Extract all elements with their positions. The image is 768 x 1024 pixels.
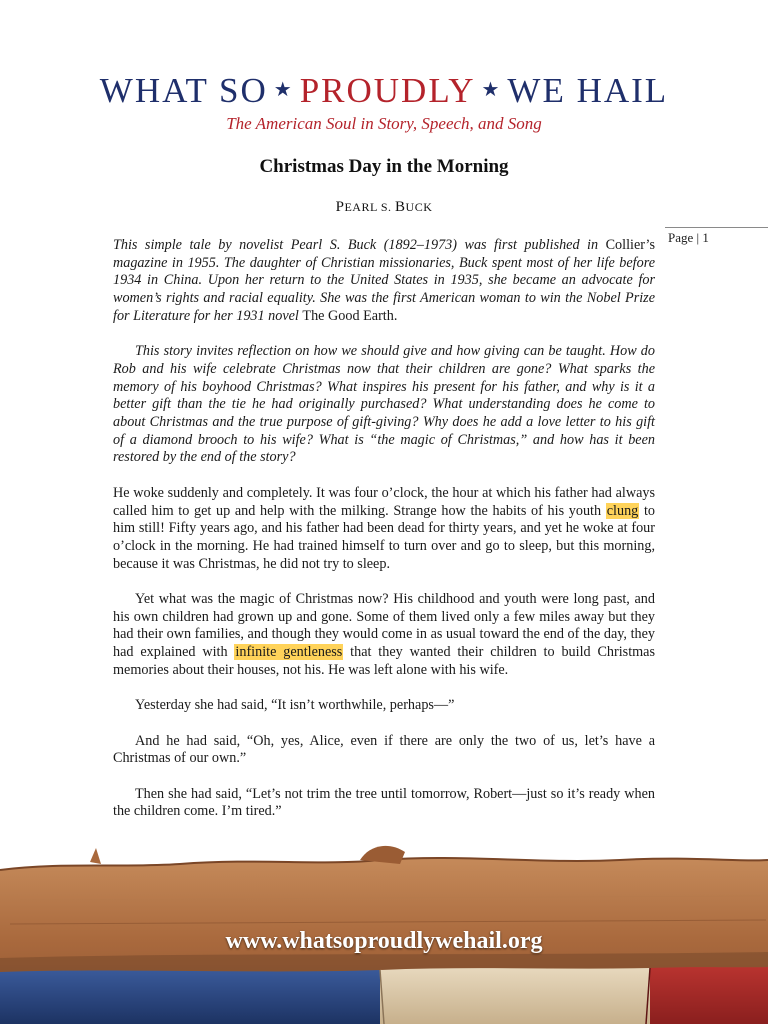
highlighted-phrase-infinite-gentleness: infinite gentleness	[235, 644, 343, 661]
intro-paragraph-1: This simple tale by novelist Pearl S. Buck (1892–1973) was first published in Collier’s magazine in 1955. The daughter of Christian missionaries, Buck spent most of her life before 1934 in China. Upon her return to the United States in 1935, she became an advocate for women’s rights and racial equality. She was the first American woman to win the Nobel Prize for Literature for her 1931 novel The Good Earth.	[113, 237, 655, 324]
story-paragraph-3: Yesterday she had said, “It isn’t worthwhile, perhaps—”	[135, 697, 455, 714]
star-icon: ★	[481, 79, 502, 101]
page-number-rule	[665, 227, 768, 228]
document-title: Christmas Day in the Morning	[259, 156, 509, 177]
highlighted-word-clung: clung	[606, 502, 639, 519]
story-paragraph-5: Then she had said, “Let’s not trim the tree until tomorrow, Robert—just so it’s ready when the children come. I’m tired.”	[113, 785, 655, 820]
story-paragraph-4: And he had said, “Oh, yes, Alice, even if there are only the two of us, let’s have a Christmas of our own.”	[113, 732, 655, 767]
logo-we-hail: WE HAIL	[507, 71, 669, 110]
star-icon: ★	[273, 79, 294, 101]
site-logo-title	[0, 66, 768, 115]
page-number: Page | 1	[668, 230, 709, 245]
website-url: www.whatsoproudlywehail.org	[225, 928, 543, 954]
logo-what-so: WHAT SO	[99, 71, 268, 110]
document-author: PEARL S. BUCK	[335, 199, 433, 215]
novel-title: The Good Earth	[302, 307, 394, 324]
story-paragraph-2: Yet what was the magic of Christmas now? His childhood and youth were long past, and his own children had grown up and gone. Some of them lived only a few miles away but they had their own families, and though they would come in as usual toward the end of the day, they had explained with infinite gentleness that they wanted their children to build Christmas memories about their houses, not his. He was left alone with his wife.	[113, 591, 655, 678]
logo-proudly: PROUDLY	[299, 71, 476, 110]
magazine-title: Collier’s	[605, 237, 655, 253]
intro-paragraph-2: This story invites reflection on how we should give and how giving can be taught. How do Rob and his wife celebrate Christmas now that their children are gone? What sparks the memory of his boyhood Christmas? What inspires his present for his father, and why is it a better gift than the tie he had originally purchased? What understanding does he come to about Christmas and the true purpose of gift-giving? Why does he add a love letter to his gift of a diamond brooch to his wife? What is “the magic of Christmas,” and how has it been restored by the end of the story?	[113, 343, 655, 466]
story-paragraph-1: He woke suddenly and completely. It was four o’clock, the hour at which his father had always called him to get up and help with the milking. Strange how the habits of his youth clung to him still! Fifty years ago, and his father had been dead for thirty years, and yet he woke at four o’clock in the morning. He had trained himself to turn over and go to sleep, but this morning, because it was Christmas, he did not try to sleep.	[113, 484, 655, 572]
document-body	[113, 237, 655, 839]
site-tagline: The American Soul in Story, Speech, and Song	[226, 114, 542, 133]
